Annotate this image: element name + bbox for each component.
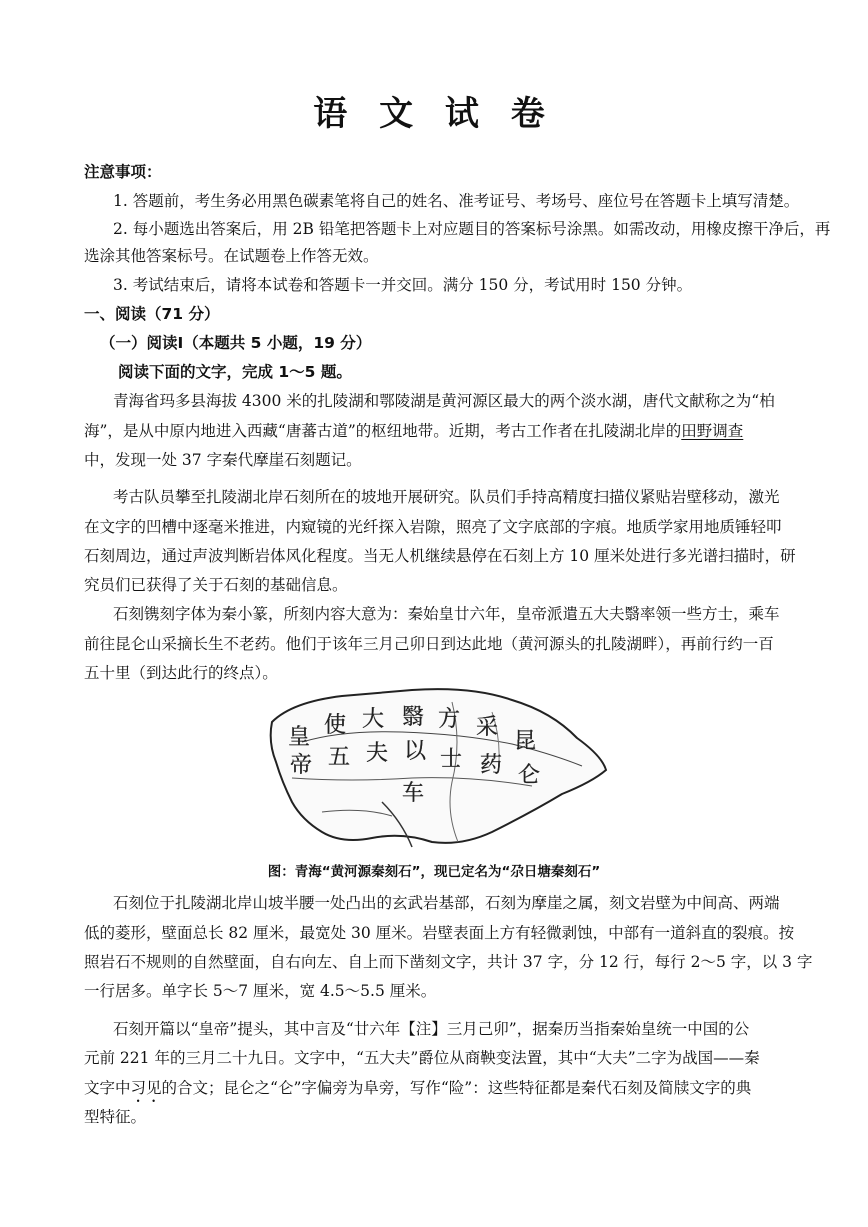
inscription-glyph: 仑 [518, 763, 541, 788]
para1-line2-text: 海”，是从中原内地进入西藏“唐蕃古道”的枢纽地带。近期，考古工作者在扎陵湖北岸的 [84, 422, 682, 440]
inscription-glyph: 使 [324, 713, 347, 738]
inscription-glyph: 药 [480, 753, 503, 778]
figure-caption: 图：青海“黄河源秦刻石”，现已定名为“尕日塘秦刻石” [267, 864, 601, 880]
para1-line3: 中，发现一处 37 字秦代摩崖石刻题记。 [84, 451, 362, 469]
notice-item-1: 1. 答题前，考生务必用黑色碳素笔将自己的姓名、准考证号、考场号、座位号在答题卡上填写清楚。 [113, 192, 800, 210]
para3-line2: 前往昆仑山采摘长生不老药。他们于该年三月己卯日到达此地（黄河源头的扎陵湖畔），再前行约一百 [84, 635, 774, 653]
para2-line2: 在文字的凹槽中逐毫米推进，内窥镜的光纤探入岩隙，照亮了文字底部的字痕。地质学家用地质锤轻叩 [84, 518, 782, 536]
inscription-glyph: 帝 [290, 753, 313, 778]
para4-line4: 一行居多。单字长 5～7 厘米，宽 4.5～5.5 厘米。 [84, 982, 437, 1000]
inscription-glyph: 以 [404, 739, 427, 764]
para2-line4: 究员们已获得了关于石刻的基础信息。 [84, 576, 348, 594]
underlined-term: 田野调查 [681, 422, 744, 440]
para3-line1: 石刻镌刻字体为秦小篆，所刻内容大意为：秦始皇廿六年，皇帝派遣五大夫翳率领一些方士，乘车 [113, 605, 780, 623]
inscription-glyph: 昆 [514, 729, 537, 754]
subsection-heading: （一）阅读Ⅰ（本题共 5 小题，19 分） [100, 334, 372, 352]
notice-item-3: 3. 考试结束后，请将本试卷和答题卡一并交回。满分 150 分，考试用时 150 分钟。 [113, 276, 693, 294]
section-heading: 一、阅读（71 分） [84, 305, 220, 323]
para1-line1: 青海省玛多县海拔 4300 米的扎陵湖和鄂陵湖是黄河源区最大的两个淡水湖，唐代文献称之为“柏 [113, 392, 775, 410]
para5-line1: 石刻开篇以“皇帝”提头，其中言及“廿六年【注】三月己卯”，据秦历当指秦始皇统一中国的公 [113, 1020, 750, 1038]
inscription-glyph: 大 [362, 707, 385, 732]
inscription-glyph: 采 [476, 715, 499, 740]
inscription-glyph: 五 [328, 745, 351, 770]
notice-item-2-cont: 选涂其他答案标号。在试题卷上作答无效。 [84, 247, 379, 265]
inscription-glyph: 方 [438, 707, 461, 732]
para5-line3-end: 的合文；昆仑之“仑”字偏旁为阜旁，写作“险”：这些特征都是秦代石刻及简牍文字的典 [161, 1079, 752, 1097]
rock-inscription-sketch-icon [262, 682, 612, 852]
notice-heading: 注意事项： [84, 163, 162, 181]
para1-line2 [84, 420, 784, 442]
inscription-glyph: 车 [402, 781, 425, 806]
para5-line3 [84, 1077, 784, 1106]
para2-line1: 考古队员攀至扎陵湖北岸石刻所在的坡地开展研究。队员们手持高精度扫描仪紧贴岩壁移动，激光 [113, 488, 780, 506]
inscription-glyph: 夫 [366, 741, 389, 766]
inscription-glyph: 翳 [402, 705, 425, 730]
inscription-glyph: 皇 [288, 725, 311, 750]
para5-line2: 元前 221 年的三月二十九日。文字中，“五大夫”爵位从商鞅变法置，其中“大夫”二字为战国——秦 [84, 1049, 760, 1067]
inscription-glyph: 士 [440, 747, 463, 772]
para3-line3: 五十里（到达此行的终点）。 [84, 664, 278, 682]
rock-inscription-figure [262, 682, 612, 852]
para5-line3-start: 文字中 [84, 1079, 131, 1097]
para4-line3: 照岩石不规则的自然壁面，自右向左、自上而下凿刻文字，共计 37 字，分 12 行，每行 2～5 字，以 3 字 [84, 953, 813, 971]
para2-line3: 石刻周边，通过声波判断岩体风化程度。当无人机继续悬停在石刻上方 10 厘米处进行多光谱扫描时，研 [84, 547, 796, 565]
page-title: 语 文 试 卷 [313, 94, 555, 134]
para4-line2: 低的菱形，壁面总长 82 厘米，最宽处 30 厘米。岩壁表面上方有轻微剥蚀，中部有一道斜直的裂痕。按 [84, 924, 795, 942]
notice-item-2: 2. 每小题选出答案后，用 2B 铅笔把答题卡上对应题目的答案标号涂黑。如需改动，用橡皮擦干净后，再 [113, 220, 831, 238]
para4-line1: 石刻位于扎陵湖北岸山坡半腰一处凸出的玄武岩基部，石刻为摩崖之属，刻文岩壁为中间高、两端 [113, 894, 780, 912]
reading-instruction: 阅读下面的文字，完成 1～5 题。 [118, 363, 352, 381]
dotted-term: 习见 [130, 1079, 162, 1097]
para5-line4: 型特征。 [84, 1108, 147, 1126]
